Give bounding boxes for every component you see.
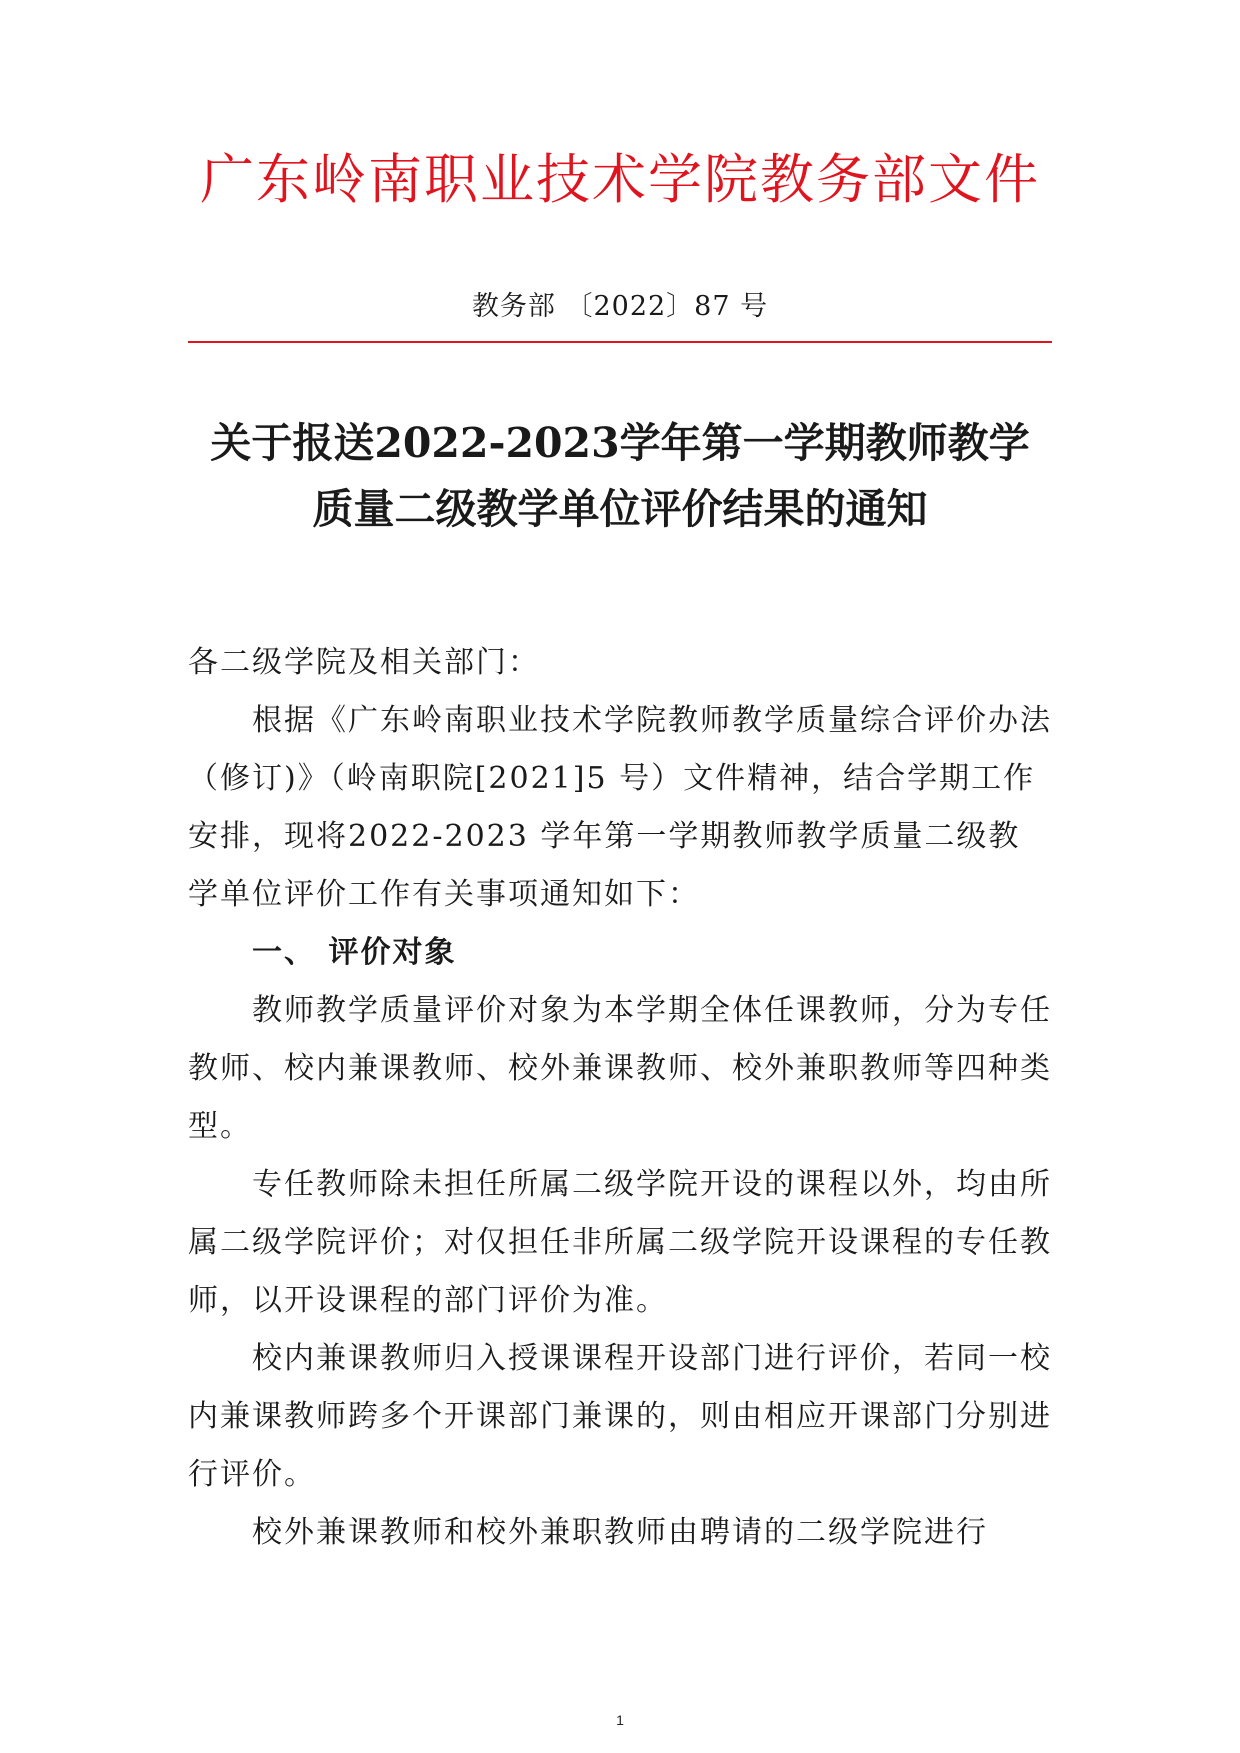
document-body xyxy=(188,634,1052,1562)
notice-title-line-1: 关于报送2022-2023学年第一学期教师教学 xyxy=(210,419,1030,467)
body-paragraph: 专任教师除未担任所属二级学院开设的课程以外，均由所属二级学院评价；对仅担任非所属二级学院开设课程的专任教师，以开设课程的部门评价为准。 xyxy=(188,1167,1052,1318)
notice-title-line-2: 质量二级教学单位评价结果的通知 xyxy=(312,485,928,533)
body-paragraph: 校内兼课教师归入授课课程开设部门进行评价，若同一校内兼课教师跨多个开课部门兼课的，则由相应开课部门分别进行评价。 xyxy=(188,1341,1052,1492)
document-number: 教务部 〔2022〕87 号 xyxy=(471,291,769,322)
salutation: 各二级学院及相关部门： xyxy=(188,645,540,680)
header-divider xyxy=(188,341,1052,343)
notice-title xyxy=(188,410,1052,542)
document-header-title: 广东岭南职业技术学院教务部文件 xyxy=(200,148,1040,211)
body-paragraph: 教师教学质量评价对象为本学期全体任课教师，分为专任教师、校内兼课教师、校外兼课教师、校外兼职教师等四种类型。 xyxy=(188,993,1052,1144)
intro-paragraph: 根据《广东岭南职业技术学院教师教学质量综合评价办法（修订)》（岭南职院[2021]5 号）文件精神，结合学期工作安排，现将2022-2023 学年第一学期教师教学质量二级教学单位评价工作有关事项通知如下： xyxy=(188,703,1052,912)
page-number: 1 xyxy=(616,1712,624,1728)
section-heading: 一、 评价对象 xyxy=(252,935,457,970)
body-paragraph: 校外兼课教师和校外兼职教师由聘请的二级学院进行 xyxy=(252,1515,988,1550)
